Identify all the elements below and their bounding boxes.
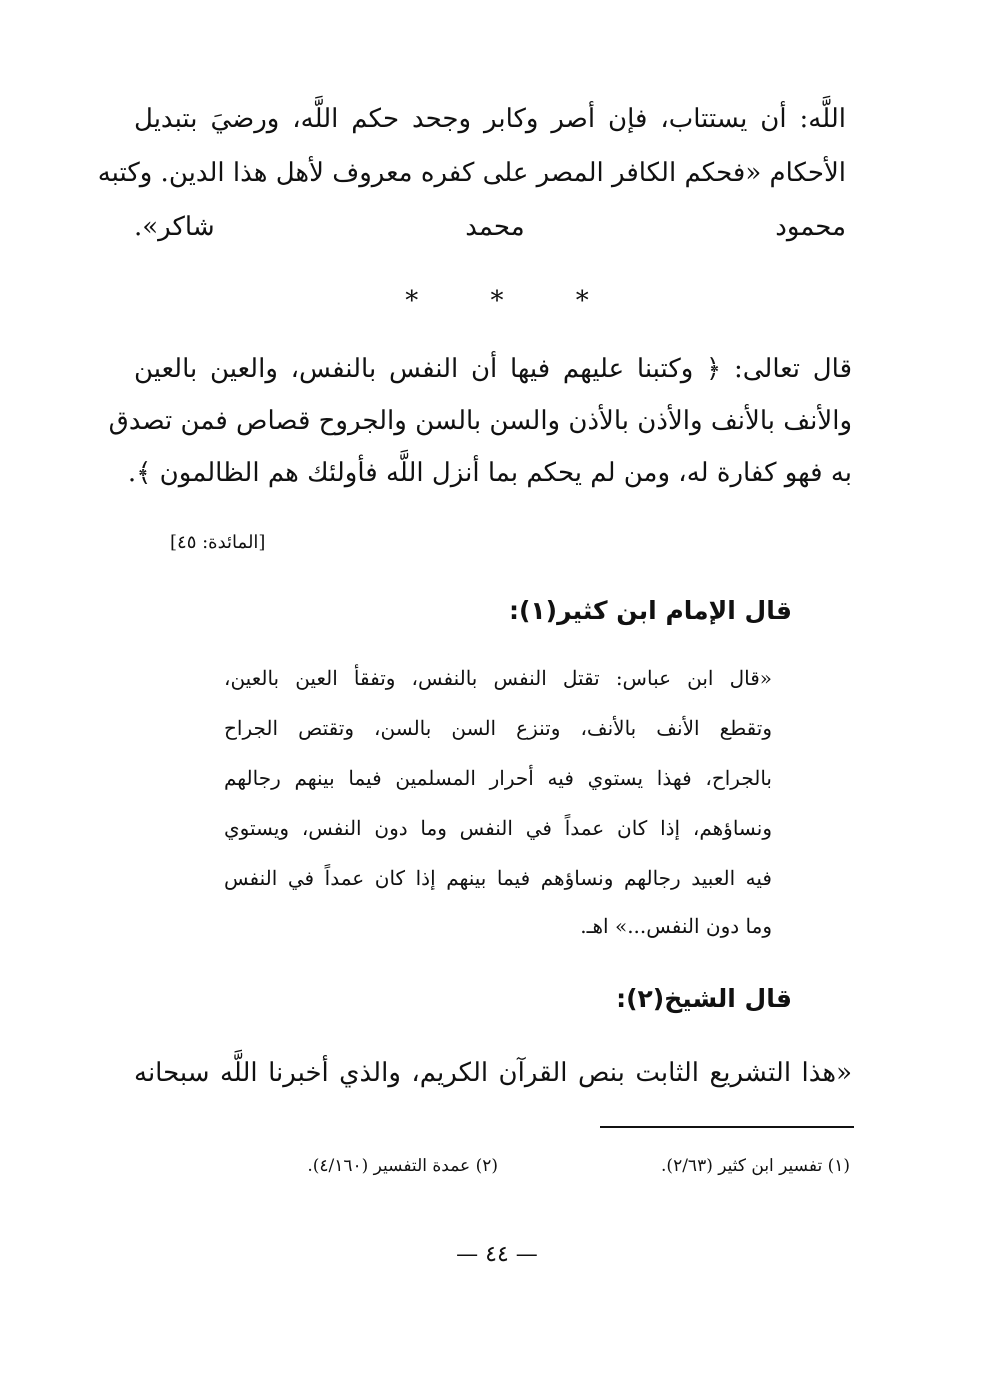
footnote-1: (١) تفسير ابن كثير (٢/٦٣). [661,1156,850,1176]
quote-line-1: «قال ابن عباس: تقتل النفس بالنفس، وتفقأ العين بالعين، [224,666,772,690]
paragraph-1-line-3: محمود محمد شاكر». [134,212,846,242]
quote-line-4: ونساؤهم، إذا كان عمداً في النفس وما دون النفس، ويستوي [224,816,773,840]
quote-line-6: وما دون النفس...» اهـ. [580,914,772,938]
page-number: — ٤٤ — [456,1242,538,1267]
verse-line-2: والأنف بالأنف والأذن بالأذن والسن بالسن والجروح قصاص فمن تصدق [108,406,852,436]
quote-line-5: فيه العبيد رجالهم ونساؤهم فيما بينهم إذا كان عمداً في النفس [224,866,772,890]
heading-ibn-kathir: قال الإمام ابن كثير(١): [508,596,792,625]
paragraph-1-line-2: الأحكام «فحكم الكافر المصر على كفره معروف لأهل هذا الدين. وكتبه [97,158,846,188]
verse-line-1: قال تعالى: ﴿ وكتبنا عليهم فيها أن النفس بالنفس، والعين بالعين [134,354,852,384]
quote-line-2: وتقطع الأنف بالأنف، وتنزع السن بالسن، وتقتص الجراح [224,716,772,740]
quote-line-3: بالجراح، فهذا يستوي فيه أحرار المسلمين فيما بينهم رجالهم [224,766,772,790]
heading-sheikh: قال الشيخ(٢): [616,984,792,1013]
paragraph-1-line-1: اللَّه: أن يستتاب، فإن أصر وكابر وجحد حكم اللَّه، ورضيَ بتبديل [134,104,846,134]
section-separator: * * * [405,286,621,316]
footnote-2: (٢) عمدة التفسير (٤/١٦٠). [307,1156,498,1176]
footnote-divider [600,1126,854,1128]
sheikh-text-line: «هذا التشريع الثابت بنص القرآن الكريم، والذي أخبرنا اللَّه سبحانه [134,1058,852,1088]
verse-reference: [المائدة: ٤٥] [170,532,266,553]
verse-line-3: به فهو كفارة له، ومن لم يحكم بما أنزل اللَّه فأولئك هم الظالمون ﴾. [127,458,852,488]
